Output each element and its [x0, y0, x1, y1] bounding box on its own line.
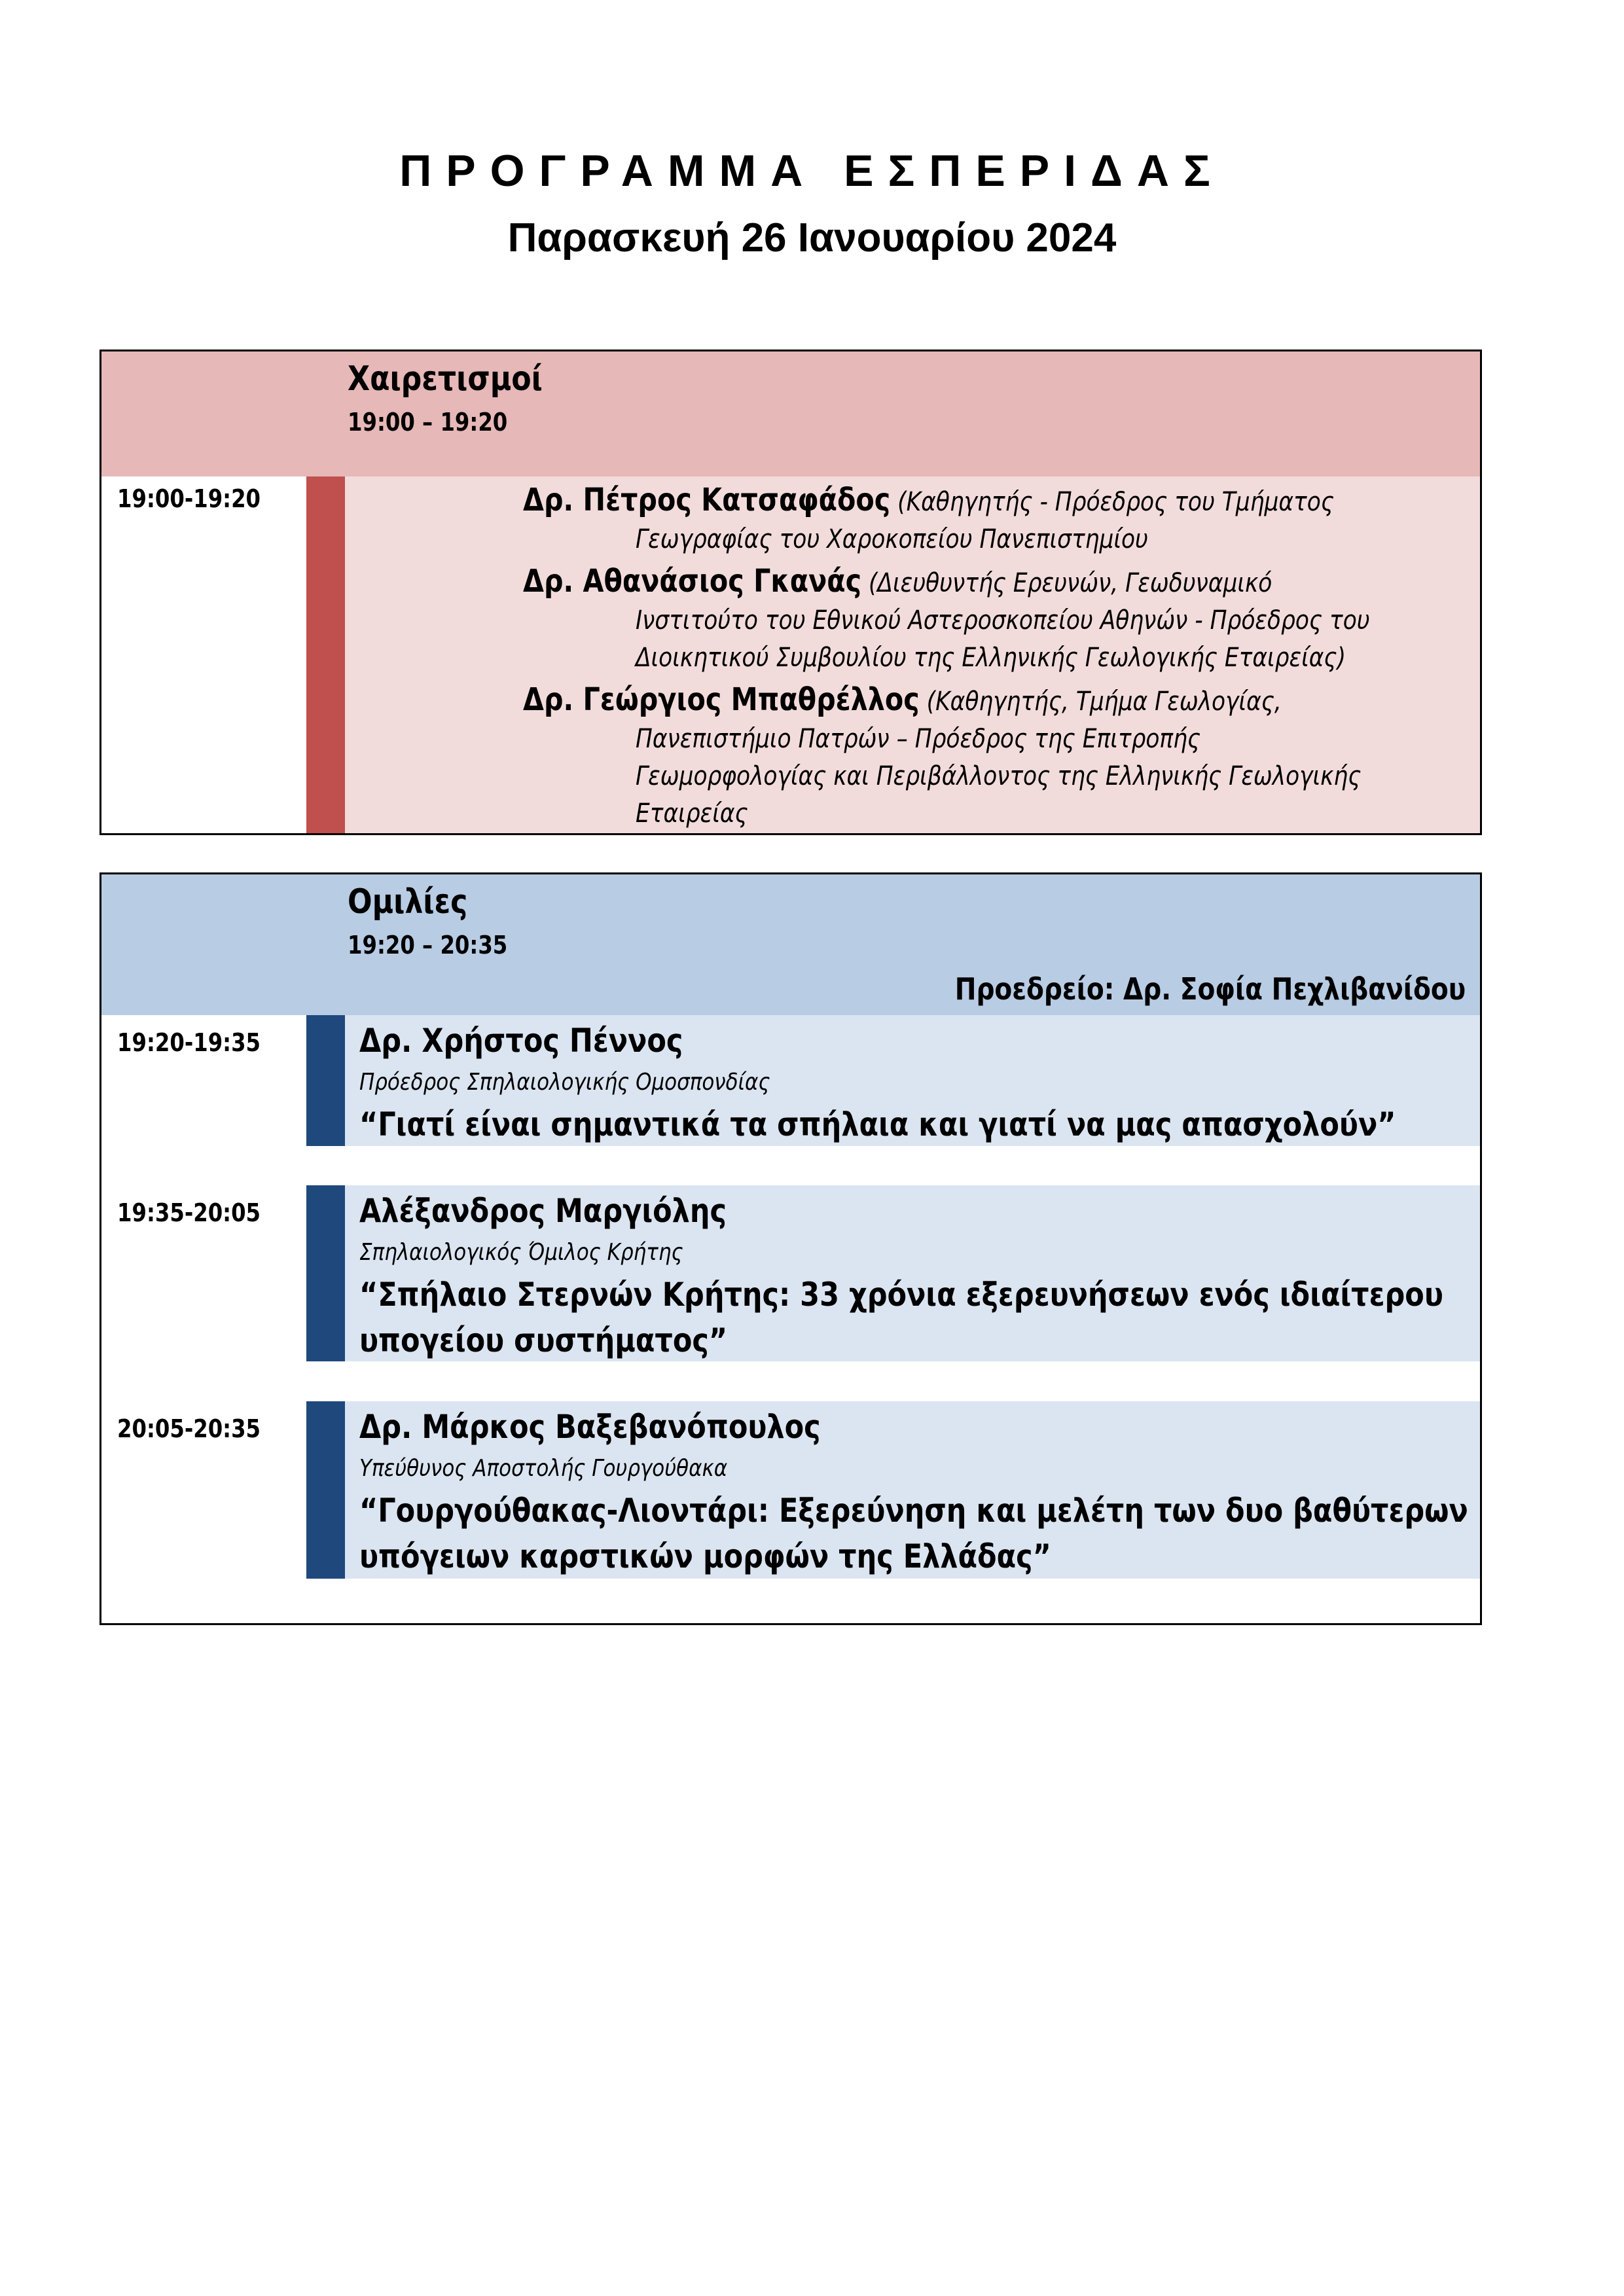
session-chair: Προεδρείο: Δρ. Σοφία Πεχλιβανίδου — [954, 971, 1466, 1007]
accent-bar — [306, 476, 345, 833]
speaker-entry — [523, 563, 1480, 677]
talk-speaker: Δρ. Χρήστος Πέννος — [359, 1022, 683, 1060]
speaker-name: Δρ. Πέτρος Κατσαφάδος — [523, 482, 891, 518]
welcome-body — [345, 476, 1480, 833]
event-date: Παρασκευή 26 Ιανουαρίου 2024 — [507, 215, 1117, 260]
section-time-range: 19:20 – 20:35 — [348, 931, 508, 960]
talks-section-header — [101, 874, 1480, 1015]
section-title: Χαιρετισμοί — [348, 359, 543, 399]
talk-title: “Σπήλαιο Στερνών Κρήτης: 33 χρόνια εξερευνήσεων ενός ιδιαίτερου υπογείου συστήματος” — [359, 1276, 1443, 1359]
talk-title: “Γιατί είναι σημαντικά τα σπήλαια και γιατί να μας απασχολούν” — [359, 1105, 1396, 1143]
accent-bar — [306, 1015, 345, 1146]
speaker-role-line: Γεωμορφολογίας και Περιβάλλοντος της Ελληνικής Γεωλογικής — [636, 761, 1362, 791]
speaker-name: Δρ. Αθανάσιος Γκανάς — [523, 563, 862, 600]
welcome-section-header — [101, 351, 1480, 476]
speaker-role: (Διευθυντής Ερευνών, Γεωδυναμικό — [869, 568, 1272, 598]
speaker-role: (Καθηγητής - Πρόεδρος του Τμήματος — [897, 487, 1335, 517]
speaker-role-line: Διοικητικού Συμβουλίου της Ελληνικής Γεωλογικής Εταιρείας) — [636, 643, 1346, 673]
speaker-role-line: Ινστιτούτο του Εθνικού Αστεροσκοπείου Αθηνών - Πρόεδρος του — [636, 605, 1370, 636]
welcome-section — [99, 350, 1482, 835]
speaker-role: (Καθηγητής, Τμήμα Γεωλογίας, — [926, 687, 1282, 717]
speaker-name: Δρ. Γεώργιος Μπαθρέλλος — [523, 681, 920, 718]
section-title: Ομιλίες — [348, 882, 468, 922]
speaker-role-line: Πανεπιστήμιο Πατρών – Πρόεδρος της Επιτροπής — [636, 724, 1201, 754]
talk-title: “Γουργούθακας-Λιοντάρι: Εξερεύνηση και μελέτη των δυο βαθύτερων υπόγειων καρστικών μορφών της Ελλάδας” — [359, 1492, 1468, 1575]
talk-speaker: Αλέξανδρος Μαργιόλης — [359, 1192, 727, 1230]
talk-time: 19:35-20:05 — [117, 1198, 261, 1227]
speaker-entry — [523, 482, 1480, 558]
speaker-entry — [523, 681, 1480, 833]
talk-item — [345, 1015, 1480, 1146]
speaker-role-line: Εταιρείας — [636, 798, 748, 829]
section-time-range: 19:00 – 19:20 — [348, 408, 508, 437]
talk-time: 20:05-20:35 — [117, 1414, 261, 1443]
speaker-role-line: Γεωγραφίας του Χαροκοπείου Πανεπιστημίου — [636, 524, 1148, 554]
talk-speaker: Δρ. Μάρκος Βαξεβανόπουλος — [359, 1408, 821, 1446]
talk-affiliation: Σπηλαιολογικός Όμιλος Κρήτης — [359, 1239, 683, 1266]
accent-bar — [306, 1401, 345, 1579]
page-title: ΠΡΟΓΡΑΜΜΑ ΕΣΠΕΡΙΔΑΣ — [399, 146, 1225, 196]
talk-item — [345, 1401, 1480, 1579]
slot-time: 19:00-19:20 — [117, 484, 261, 513]
talk-item — [345, 1185, 1480, 1361]
talks-section — [99, 872, 1482, 1625]
talk-affiliation: Πρόεδρος Σπηλαιολογικής Ομοσπονδίας — [359, 1069, 770, 1096]
accent-bar — [306, 1185, 345, 1361]
talk-time: 19:20-19:35 — [117, 1028, 261, 1057]
talk-affiliation: Υπεύθυνος Αποστολής Γουργούθακα — [359, 1455, 728, 1482]
